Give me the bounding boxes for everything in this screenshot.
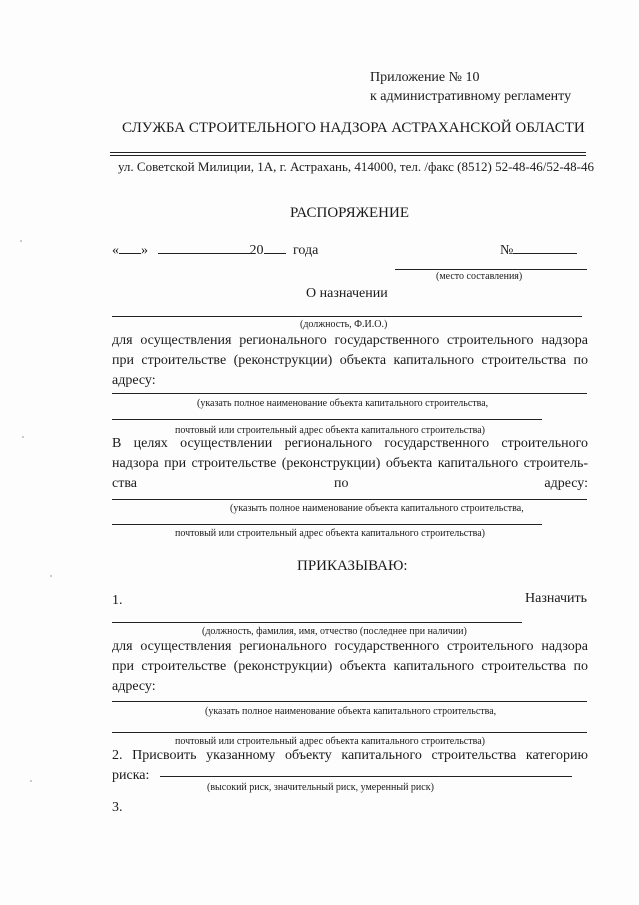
person-caption: (должность, фамилия, имя, отчество (последнее при наличии): [202, 626, 467, 637]
scan-speck: [22, 436, 24, 438]
organization-address: ул. Советской Милиции, 1А, г. Астрахань, 414000, тел. /факс (8512) 52-48-46/52-48-46: [118, 159, 594, 174]
object-name-line-3[interactable]: [112, 701, 587, 702]
paragraph-2-line-2: надзора при строительстве (реконструкции) объекта капитального строитель-: [112, 456, 588, 471]
paragraph-2: [112, 434, 588, 494]
paragraph-3: [112, 637, 588, 697]
paragraph-1-line-1: для осуществления регионального государственного строительного надзора: [112, 333, 588, 348]
position-fio-caption: (должность, Ф.И.О.): [300, 319, 388, 330]
day-field[interactable]: [119, 241, 141, 254]
item-2-line-2: риска:: [112, 768, 150, 783]
object-name-line-2[interactable]: [112, 499, 587, 500]
object-name-caption-3: (указать полное наименование объекта капитального строительства,: [205, 706, 497, 717]
organization-name: СЛУЖБА СТРОИТЕЛЬНОГО НАДЗОРА АСТРАХАНСКОЙ ОБЛАСТИ: [122, 120, 585, 136]
year-suffix: года: [293, 243, 319, 258]
date-line: [112, 241, 318, 259]
appendix-line-1: Приложение № 10: [370, 70, 480, 85]
number-line: [500, 241, 577, 259]
item-3-number: 3.: [112, 800, 123, 815]
paragraph-2-word-stva: ства: [112, 476, 137, 491]
postal-address-line-3[interactable]: [112, 732, 587, 733]
number-sign: №: [500, 243, 514, 258]
paragraph-1: [112, 331, 588, 391]
place-caption: (место составления): [436, 271, 523, 282]
document-title: РАСПОРЯЖЕНИЕ: [290, 205, 410, 221]
appendix-line-2: к административному регламенту: [370, 89, 572, 104]
postal-address-line-2[interactable]: [112, 524, 542, 525]
paragraph-1-line-2: при строительстве (реконструкции) объекта капитального строительства по: [112, 353, 588, 368]
year-field[interactable]: [264, 241, 286, 254]
scan-speck: [30, 780, 32, 782]
paragraph-3-line-3: адресу:: [112, 679, 156, 694]
postal-caption-1: почтовый или строительный адрес объекта капитального строительства): [175, 425, 485, 436]
date-open-quote: «: [112, 243, 119, 258]
month-field[interactable]: [158, 241, 250, 254]
paragraph-2-line-1: В целях осуществлении регионального государственного строительного: [112, 436, 588, 451]
paragraph-2-word-address: адресу:: [544, 476, 588, 491]
person-line[interactable]: [112, 622, 522, 623]
postal-caption-2: почтовый или строительный адрес объекта капитального строительства): [175, 528, 485, 539]
scan-speck: [20, 240, 22, 242]
paragraph-2-line-3: [112, 474, 588, 494]
object-name-line-1[interactable]: [112, 393, 587, 394]
position-fio-line[interactable]: [112, 316, 582, 317]
item-1-number: 1.: [112, 593, 123, 608]
item-1-verb: Назначить: [525, 591, 588, 606]
object-name-caption-1: (указать полное наименование объекта капитального строительства,: [197, 398, 489, 409]
year-prefix: 20: [249, 243, 264, 258]
risk-caption: (высокий риск, значительный риск, умеренный риск): [207, 782, 434, 793]
subject-heading: О назначении: [306, 286, 388, 301]
paragraph-3-line-2: при строительстве (реконструкции) объекта капитального строительства по: [112, 659, 588, 674]
header-rule-bottom: [110, 155, 586, 156]
risk-category-line[interactable]: [160, 776, 572, 777]
number-field[interactable]: [513, 241, 577, 254]
paragraph-3-line-1: для осуществления регионального государственного строительного надзора: [112, 639, 588, 654]
order-heading: ПРИКАЗЫВАЮ:: [297, 558, 408, 574]
date-close-quote: »: [141, 243, 148, 258]
item-2: [112, 746, 588, 786]
postal-address-line-1[interactable]: [112, 419, 542, 420]
scan-speck: [50, 575, 52, 577]
postal-caption-3: почтовый или строительный адрес объекта капитального строительства): [175, 736, 485, 747]
paragraph-2-word-po: по: [334, 476, 349, 491]
paragraph-1-line-3: адресу:: [112, 373, 156, 388]
header-rule-top: [110, 152, 586, 153]
place-line[interactable]: [395, 269, 587, 270]
item-2-line-1: 2. Присвоить указанному объекту капитального строительства категорию: [112, 748, 588, 763]
object-name-caption-2: (указыть полное наименование объекта капитального строительства,: [230, 503, 524, 514]
